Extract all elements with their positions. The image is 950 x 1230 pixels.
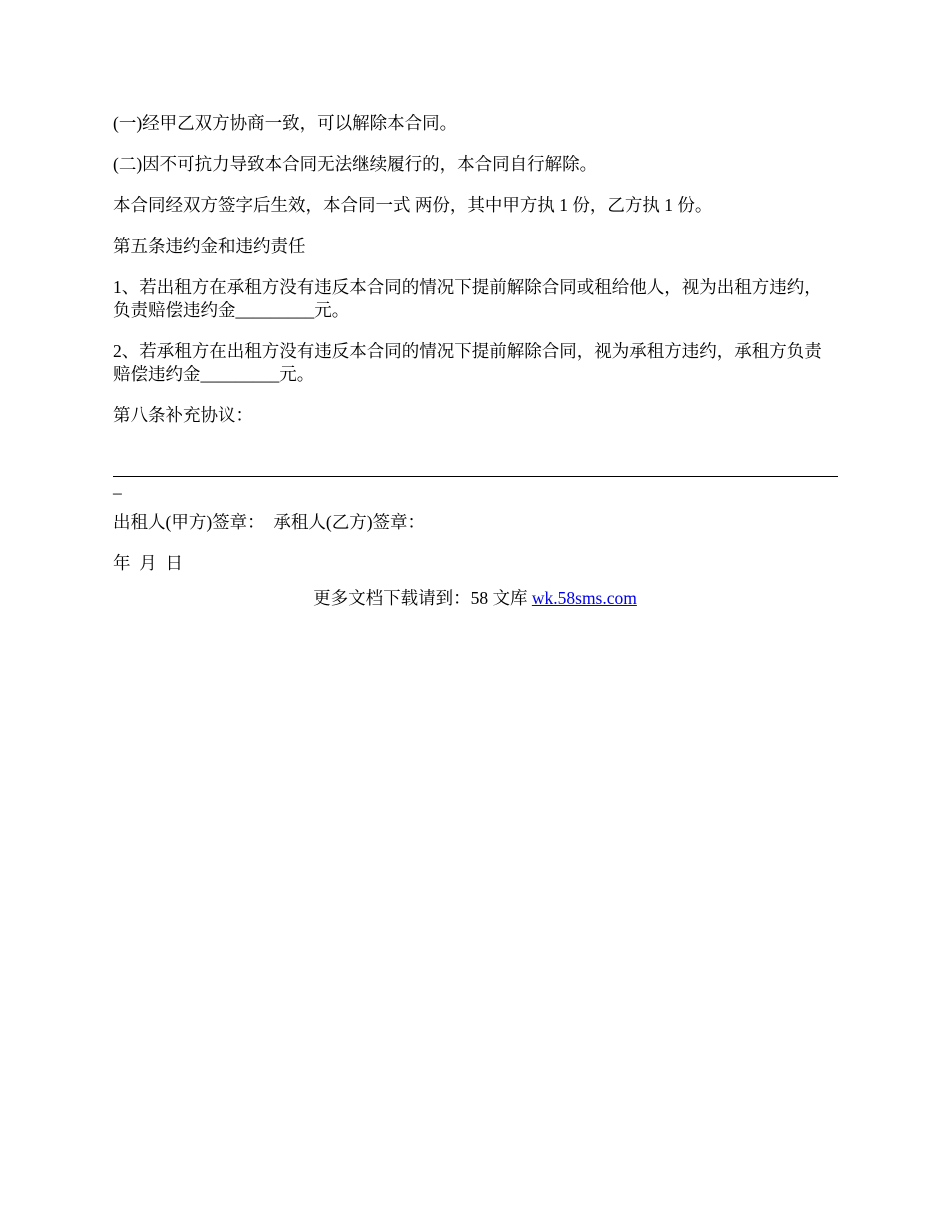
section-heading-article-8: 第八条补充协议：	[113, 405, 253, 425]
paragraph-lessor-breach: 1、若出租方在承租方没有违反本合同的情况下提前解除合同或租给他人，视为出租方违约，负责赔偿违约金_________元。	[113, 277, 822, 320]
document-body	[113, 112, 838, 593]
supplementary-blank-line	[113, 452, 838, 477]
download-footer	[0, 587, 950, 610]
footer-link[interactable]: wk.58sms.com	[531, 588, 637, 608]
section-heading-article-5: 第五条违约金和违约责任	[113, 236, 306, 256]
paragraph-termination-2: (二)因不可抗力导致本合同无法继续履行的，本合同自行解除。	[113, 154, 598, 174]
paragraph-effectiveness: 本合同经双方签字后生效，本合同一式 两份，其中甲方执 1 份，乙方执 1 份。	[113, 195, 713, 215]
footer-text: 更多文档下载请到：58 文库	[313, 588, 532, 608]
date-line: 年 月 日	[113, 553, 183, 573]
signature-line: 出租人(甲方)签章： 承租人(乙方)签章：	[113, 512, 426, 532]
paragraph-lessee-breach: 2、若承租方在出租方没有违反本合同的情况下提前解除合同，视为承租方违约，承租方负责赔偿违约金_________元。	[113, 341, 822, 384]
supplementary-blank-tail: _	[113, 476, 122, 496]
paragraph-termination-1: (一)经甲乙双方协商一致，可以解除本合同。	[113, 113, 458, 133]
